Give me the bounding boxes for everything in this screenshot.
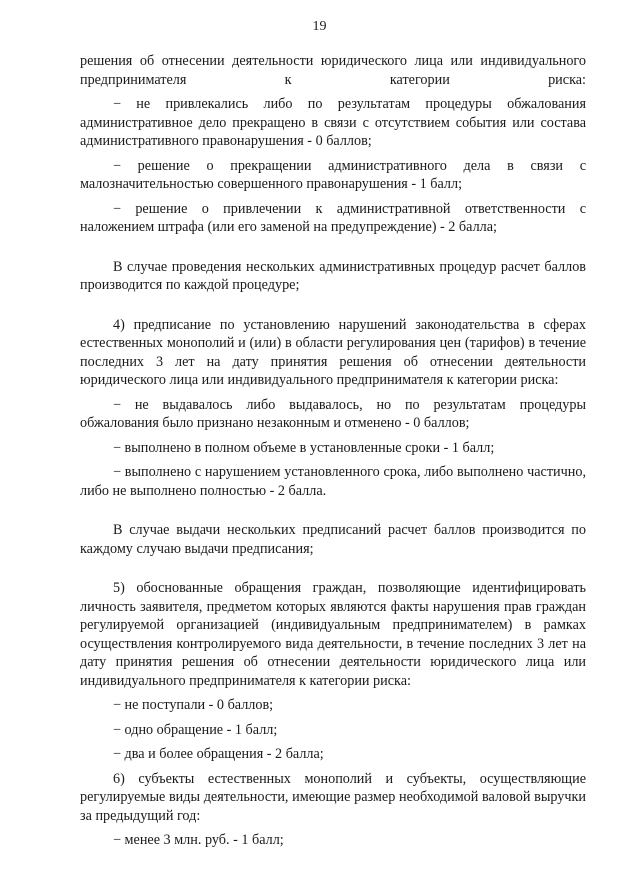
- list-item-none-received: − не поступали - 0 баллов;: [113, 697, 274, 713]
- list-item-no-violations: − не привлекались либо по результатам процедуры обжалования административное дело прекращено в связи с отсутствием события или состава административного правонарушения - 0 баллов;: [80, 96, 586, 149]
- paragraph-item-5-appeals: 5) обоснованные обращения граждан, позволяющие идентифицировать личность заявителя, предметом которых являются факты нарушения прав граждан регулируемой организацией (индивидуальным предпринимателем) в рамках осуществления контролируемого вида деятельности, в течение последних 3 лет на дату принятия решения об отнесении деятельности юридического лица или индивидуального предпринимателя к категории риска:: [80, 580, 586, 689]
- paragraph-continuation: решения об отнесении деятельности юридического лица или индивидуального предпринимателя к категории риска:: [80, 53, 586, 88]
- list-item-under-3-million: − менее 3 млн. руб. - 1 балл;: [113, 832, 284, 848]
- page-body: [80, 52, 586, 850]
- list-item-case-terminated: − решение о прекращении административного дела в связи с малозначительностью совершенного правонарушения - 1 балл;: [80, 157, 586, 192]
- paragraph-multiple-procedures: В случае проведения нескольких административных процедур расчет баллов производится по каждой процедуре;: [80, 258, 586, 293]
- list-item-fulfilled-on-time: − выполнено в полном объеме в установленные сроки - 1 балл;: [113, 439, 495, 456]
- page-number: 19: [312, 19, 327, 34]
- list-item-one-appeal: − одно обращение - 1 балл;: [113, 721, 278, 738]
- paragraph-item-4-prescription: 4) предписание по установлению нарушений законодательства в сферах естественных монополий и (или) в области регулирования цен (тарифов) в течение последних 3 лет на дату принятия решения об отнесении деятельности юридического лица или индивидуального предпринимателя к категории риска:: [80, 316, 586, 388]
- list-item-fulfilled-late: − выполнено с нарушением установленного срока, либо выполнено частично, либо не выполнено полностью - 2 балла.: [80, 464, 586, 499]
- list-item-fine-imposed: − решение о привлечении к административной ответственности с наложением штрафа (или его заменой на предупреждение) - 2 балла;: [80, 200, 586, 235]
- paragraph-item-6-monopolies: 6) субъекты естественных монополий и субъекты, осуществляющие регулируемые виды деятельности, имеющие размер необходимой валовой выручки за предыдущий год:: [80, 770, 586, 824]
- list-item-two-or-more: − два и более обращения - 2 балла;: [113, 746, 324, 762]
- list-item-not-issued: − не выдавалось либо выдавалось, но по результатам процедуры обжалования было признано незаконным и отменено - 0 баллов;: [80, 396, 586, 431]
- paragraph-multiple-prescriptions: В случае выдачи нескольких предписаний расчет баллов производится по каждому случаю выдачи предписания;: [80, 522, 586, 557]
